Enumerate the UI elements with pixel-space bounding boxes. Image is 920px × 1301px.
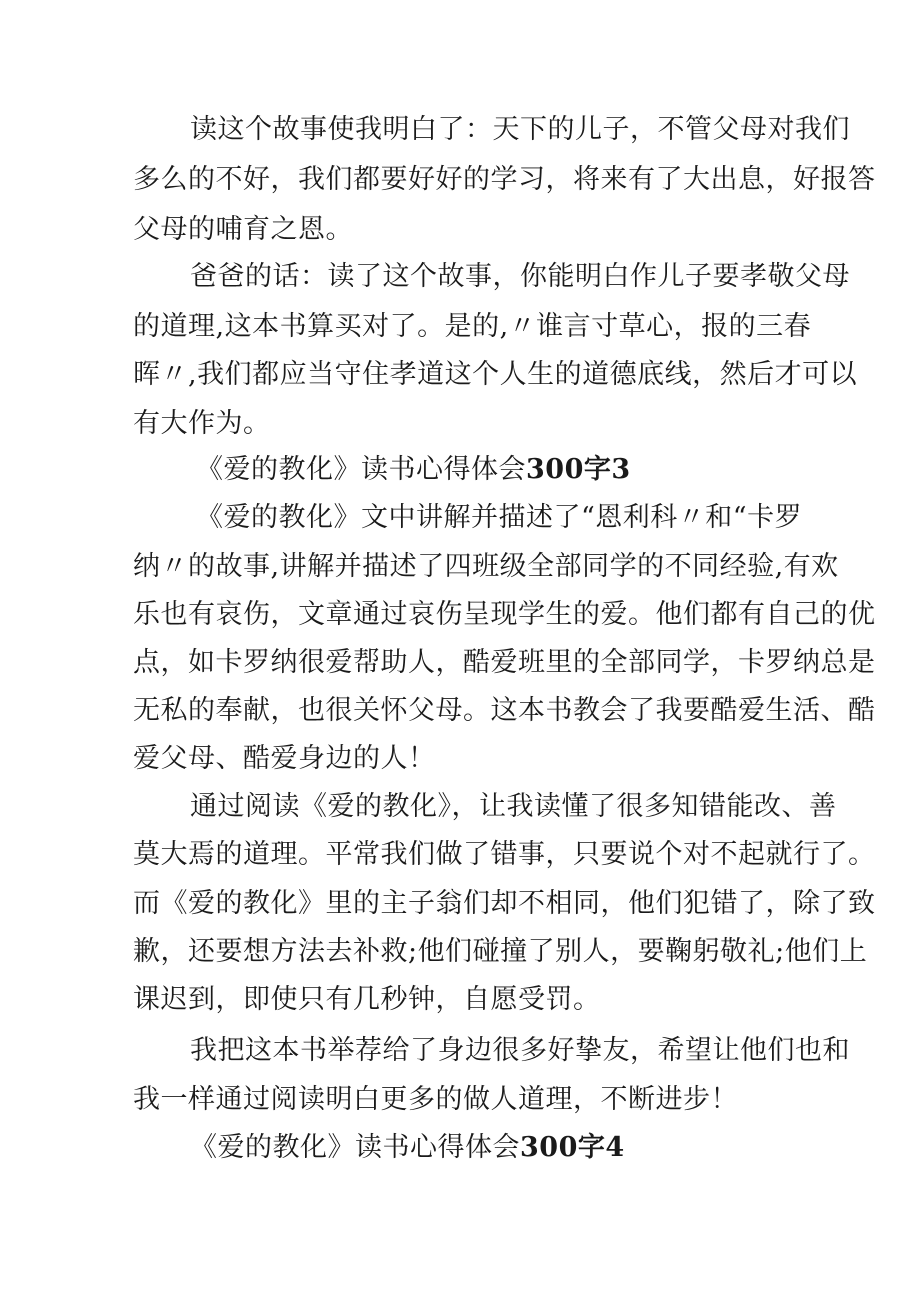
- paragraph-3-line-2: 纳〃的故事,讲解并描述了四班级全部同学的不同经验,有欢: [133, 551, 839, 582]
- paragraph-4-line-2: 莫大焉的道理。平常我们做了错事，只要说个对不起就行了。: [133, 839, 876, 870]
- paragraph-2-line-1: 爸爸的话：读了这个故事，你能明白作儿子要孝敬父母: [190, 261, 850, 292]
- paragraph-1-line-2: 多么的不好，我们都要好好的学习，将来有了大出息，好报答: [133, 164, 876, 195]
- section-heading-4-number: 300字4: [520, 1132, 625, 1163]
- paragraph-3-line-6: 爱父母、酷爱身边的人！: [133, 743, 436, 774]
- paragraph-2-line-2: 的道理,这本书算买对了。是的,〃谁言寸草心，报的三春: [133, 311, 812, 342]
- paragraph-3-line-3: 乐也有哀伤，文章通过哀伤呈现学生的爱。他们都有自己的优: [133, 599, 876, 630]
- paragraph-2-line-3: 晖〃,我们都应当守住孝道这个人生的道德底线，然后才可以: [133, 359, 858, 390]
- paragraph-4-line-3: 而《爱的教化》里的主子翁们却不相同，他们犯错了，除了致: [133, 888, 876, 919]
- section-heading-3-text: 《爱的教化》读书心得体会: [196, 454, 526, 485]
- paragraph-1-line-1: 读这个故事使我明白了：天下的儿子，不管父母对我们: [190, 114, 850, 145]
- paragraph-5-line-1: 我把这本书举荐给了身边很多好挚友，希望让他们也和: [190, 1035, 850, 1066]
- section-heading-3-number: 300字3: [526, 454, 631, 485]
- paragraph-4-line-1: 通过阅读《爱的教化》，让我读懂了很多知错能改、善: [190, 791, 837, 822]
- paragraph-4-line-5: 课迟到，即使只有几秒钟，自愿受罚。: [133, 984, 601, 1015]
- paragraph-1-line-3: 父母的哺育之恩。: [133, 214, 353, 245]
- paragraph-3-line-5: 无私的奉献，也很关怀父母。这本书教会了我要酷爱生活、酷: [133, 695, 876, 726]
- paragraph-5-line-2: 我一样通过阅读明白更多的做人道理，不断进步！: [133, 1084, 738, 1115]
- section-heading-4-text: 《爱的教化》读书心得体会: [190, 1132, 520, 1163]
- paragraph-3-line-4: 点，如卡罗纳很爱帮助人，酷爱班里的全部同学，卡罗纳总是: [133, 647, 876, 678]
- paragraph-2-line-4: 有大作为。: [133, 408, 271, 439]
- paragraph-3-line-1: 《爱的教化》文中讲解并描述了“恩利科〃和“卡罗: [196, 502, 803, 533]
- section-heading-4: [190, 1131, 625, 1165]
- section-heading-3: [196, 453, 631, 487]
- paragraph-4-line-4: 歉，还要想方法去补救;他们碰撞了别人，要鞠躬敬礼;他们上: [133, 936, 868, 967]
